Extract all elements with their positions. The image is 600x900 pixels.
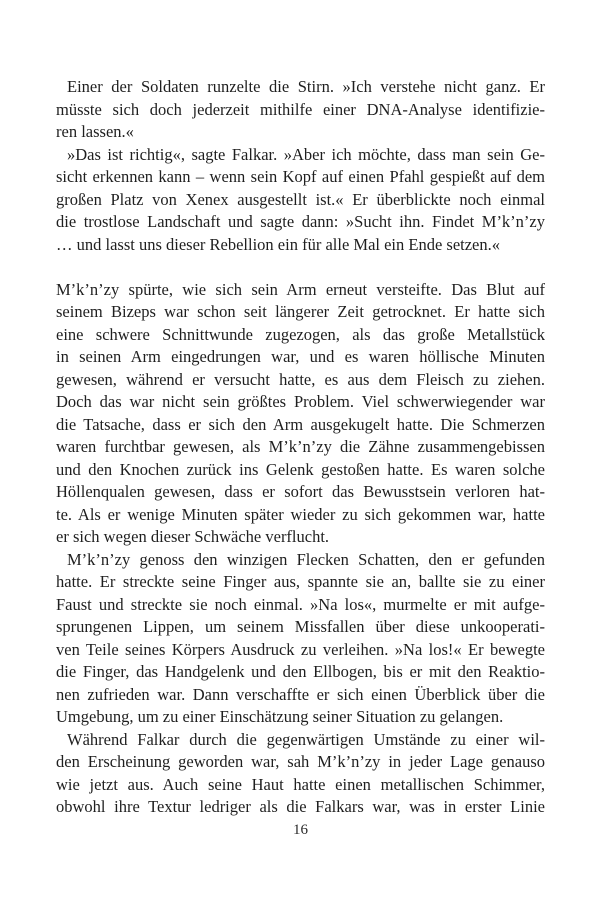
text-line: sicht erkennen kann – wenn sein Kopf auf einen Pfahl gespießt auf dem [56,167,545,186]
text-line: eine schwere Schnittwunde zugezogen, als das große Metallstück [56,324,545,344]
text-line: den Erscheinung geworden war, sah M’k’n’zy in jeder Lage genauso [56,752,545,771]
text-line: seinem Bizeps war schon seit längerer Zeit getrocknet. Er hatte sich [56,302,545,321]
text-line: sprungenen Lippen, um seinem Missfallen über diese unkooperati- [56,617,545,636]
page-number: 16 [293,822,308,838]
text-line: Einer der Soldaten runzelte die Stirn. »Ich verstehe nicht ganz. Er [67,77,545,96]
text-line: »Das ist richtig«, sagte Falkar. »Aber ich möchte, dass man sein Ge- [67,144,545,164]
text-line: M’k’n’zy spürte, wie sich sein Arm erneut versteifte. Das Blut auf [56,279,545,299]
text-line: die Finger, das Handgelenk und den Ellbogen, bis er mit den Reaktio- [56,662,545,681]
text-line: Während Falkar durch die gegenwärtigen Umstände zu einer wil- [67,729,545,749]
text-line: obwohl ihre Textur ledriger als die Falkars war, was in erster Linie [56,797,545,816]
paragraph [56,729,545,819]
text-line: M’k’n’zy genoss den winzigen Flecken Schatten, den er gefunden [67,549,545,569]
paragraph [56,549,545,729]
text-line: nen zufrieden war. Dann verschaffte er sich einen Überblick über die [56,684,545,704]
text-line: waren furchtbar gewesen, als M’k’n’zy die Zähne zusammengebissen [56,437,545,456]
paragraph [56,76,545,144]
text-line: Faust und streckte sie noch einmal. »Na los«, murmelte er mit aufge- [56,594,545,614]
text-line: die trostlose Landschaft und sagte dann: »Sucht ihn. Findet M’k’n’zy [56,212,545,231]
text-line: ren lassen.« [56,122,134,141]
text-line: ven Teile seines Körpers Ausdruck zu verleihen. »Na los!« Er bewegte [56,639,545,659]
text-line: Umgebung, um zu einer Einschätzung seiner Situation zu gelangen. [56,707,504,726]
text-line: Höllenqualen gewesen, dass er sofort das Bewusstsein verloren hat- [56,482,545,501]
text-line: großen Platz von Xenex ausgestellt ist.« Er überblickte noch einmal [56,189,545,209]
text-line: die Tatsache, dass er sich den Arm ausgekugelt hatte. Die Schmerzen [56,414,545,434]
text-line: gewesen, während er versucht hatte, es aus dem Fleisch zu ziehen. [56,369,545,389]
text-line: hatte. Er streckte seine Finger aus, spannte sie an, ballte sie zu einer [56,572,545,591]
paragraph [56,144,545,257]
text-line: Doch das war nicht sein größtes Problem. Viel schwerwiegender war [56,392,545,411]
text-line: müsste sich doch jederzeit mithilfe einer DNA-Analyse identifizie- [56,99,545,119]
text-line: er sich wegen dieser Schwäche verflucht. [56,527,330,546]
text-line: te. Als er wenige Minuten später wieder zu sich gekommen war, hatte [56,504,545,524]
paragraph [56,279,545,549]
text-line: und den Knochen zurück ins Gelenk gestoßen hatte. Es waren solche [56,459,545,479]
text-line: wie jetzt aus. Auch seine Haut hatte einen metallischen Schimmer, [56,774,545,794]
text-line: in seinen Arm eingedrungen war, und es waren höllische Minuten [56,347,545,366]
text-line: … und lasst uns dieser Rebellion ein für alle Mal ein Ende setzen.« [56,234,501,254]
text-block [56,76,545,819]
